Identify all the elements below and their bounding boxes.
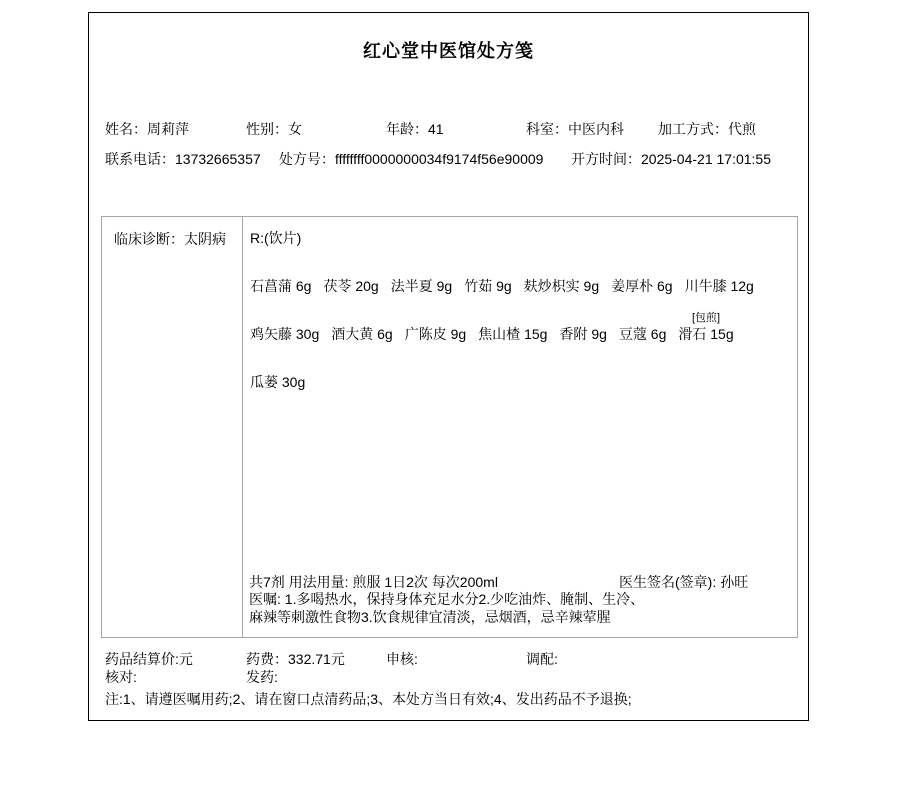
herb-item [619,310,666,343]
herb-name-dose: 茯苓 20g [323,278,379,294]
herb-name-dose: 麸炒枳实 9g [523,278,600,294]
herb-note [559,310,606,326]
herb-note [331,310,392,326]
patient-name-value: 周莉萍 [147,121,189,137]
herb-name-dose: 竹茹 9g [464,278,512,294]
herb-note [464,262,511,278]
herb-item [678,310,733,343]
herb-note [405,310,466,326]
prescription-sheet [88,12,809,721]
herb-item [685,262,754,295]
fee-label: 药费： [246,651,288,667]
herb-name-dose: 鸡矢藤 30g [250,326,320,342]
patient-gender-value: 女 [288,121,302,137]
issue-time-field [571,149,771,169]
herb-item [323,262,378,295]
doctor-signature-value: 孙旺 [720,574,749,590]
patient-name-field [105,119,189,139]
herb-note: [包煎] [691,312,721,324]
fee-value: 332.71元 [288,651,345,667]
herb-item [331,310,392,343]
rx-header: R:(饮片) [250,230,302,246]
herb-note [250,358,305,374]
herb-name-dose: 石菖蒲 6g [250,278,312,294]
herb-name-dose: 瓜蒌 30g [250,374,306,390]
herb-name-dose: 川牛膝 12g [684,278,754,294]
diagnosis-label: 临床诊断： [114,231,184,247]
herb-item [611,262,672,295]
issue-drug-label: 发药: [246,669,278,685]
herb-note [611,262,672,278]
herb-item [405,310,466,343]
department-value: 中医内科 [568,121,624,137]
issue-time-value: 2025-04-21 17:01:55 [641,151,771,167]
herb-note [391,262,452,278]
department-label: 科室： [526,121,568,137]
settlement-price-label: 药品结算价: [105,651,179,667]
issue-time-label: 开方时间： [571,151,641,167]
herb-item [559,310,606,343]
herb-note [685,262,754,278]
herb-note [524,262,599,278]
herb-note [323,262,378,278]
herb-item [478,310,547,343]
herb-row [250,310,797,343]
herb-name-dose: 广陈皮 9g [404,326,467,342]
processing-method-value: 代煎 [728,121,756,137]
herb-note [250,310,319,326]
herb-name-dose: 法半夏 9g [390,278,453,294]
herb-name-dose: 焦山楂 15g [478,326,548,342]
patient-gender-field [246,119,302,139]
doctor-signature-field [619,572,748,592]
phone-value: 13732665357 [175,151,261,167]
herb-item [250,262,311,295]
herb-name-dose: 豆蔻 6g [618,326,667,342]
usage-line: 共7剂 用法用量: 煎服 1日2次 每次200ml [249,574,498,590]
herb-name-dose: 酒大黄 6g [331,326,393,342]
herb-note [250,262,311,278]
herb-item [524,262,599,295]
herb-note [478,310,547,326]
herb-row [250,262,797,295]
patient-age-value: 41 [428,121,444,137]
herb-name-dose: 姜厚朴 6g [611,278,673,294]
phone-field [105,149,261,169]
footer-notes: 注:1、请遵医嘱用药;2、请在窗口点清药品;3、本处方当日有效;4、发出药品不予退换; [105,691,632,707]
settlement-price-field [105,649,193,669]
rx-number-label: 处方号： [279,151,335,167]
processing-method-field [658,119,756,139]
herb-item [464,262,511,295]
herb-name-dose: 香附 9g [559,326,607,342]
processing-method-label: 加工方式： [658,121,728,137]
herb-note [619,310,666,326]
rx-number-field [279,149,543,169]
herb-list [250,262,797,391]
diagnosis-field [114,229,226,249]
department-field [526,119,624,139]
herb-item [250,310,319,343]
doctor-signature-label: 医生签名(签章): [619,574,717,590]
herb-row [250,358,797,391]
patient-age-label: 年龄： [386,121,428,137]
medical-advice: 医嘱: 1.多喝热水，保持身体充足水分2.少吃油炸、腌制、生冷、麻辣等刺激性食物3.饮食规律宜清淡，忌烟酒，忌辛辣荤腥 [249,591,645,625]
check-label: 核对: [105,669,137,685]
patient-age-field [386,119,444,139]
dispense-label: 调配: [526,651,558,667]
patient-name-label: 姓名： [105,121,147,137]
review-label: 申核: [386,651,418,667]
herb-name-dose: 滑石 15g [678,326,734,342]
herb-item [391,262,452,295]
diagnosis-value: 太阴病 [184,231,226,247]
prescription-box [101,216,798,638]
settlement-price-value: 元 [178,651,193,667]
fee-field [246,649,345,669]
page-title: 红心堂中医馆处方笺 [363,41,534,61]
phone-label: 联系电话： [105,151,175,167]
rx-number-value: ffffffff0000000034f9174f56e90009 [335,151,544,167]
patient-gender-label: 性别： [246,121,288,137]
herb-item [250,358,305,391]
